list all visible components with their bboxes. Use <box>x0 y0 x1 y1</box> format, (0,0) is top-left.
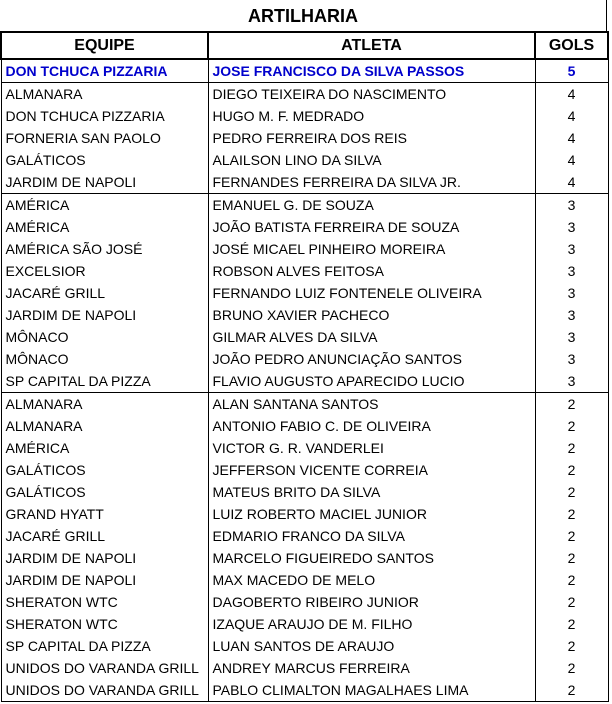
goals-cell: 2 <box>535 459 608 481</box>
goals-cell: 2 <box>535 525 608 547</box>
table-row <box>1 326 608 348</box>
athlete-cell: MARCELO FIGUEIREDO SANTOS <box>208 547 535 569</box>
goals-cell: 2 <box>535 547 608 569</box>
table-row <box>1 503 608 525</box>
team-cell: GALÁTICOS <box>1 481 208 503</box>
athlete-cell: ANDREY MARCUS FERREIRA <box>208 657 535 679</box>
team-cell: JARDIM DE NAPOLI <box>1 171 208 194</box>
table-row <box>1 348 608 370</box>
table-row <box>1 194 608 217</box>
team-cell: FORNERIA SAN PAOLO <box>1 127 208 149</box>
team-cell: ALMANARA <box>1 415 208 437</box>
goals-cell: 2 <box>535 481 608 503</box>
team-cell: DON TCHUCA PIZZARIA <box>1 59 208 83</box>
table-row <box>1 171 608 194</box>
athlete-cell: EDMARIO FRANCO DA SILVA <box>208 525 535 547</box>
team-cell: GRAND HYATT <box>1 503 208 525</box>
team-cell: SP CAPITAL DA PIZZA <box>1 635 208 657</box>
athlete-cell: MAX MACEDO DE MELO <box>208 569 535 591</box>
table-row <box>1 83 608 106</box>
athlete-cell: FLAVIO AUGUSTO APARECIDO LUCIO <box>208 370 535 393</box>
athlete-cell: MATEUS BRITO DA SILVA <box>208 481 535 503</box>
athlete-cell: ALAILSON LINO DA SILVA <box>208 149 535 171</box>
team-cell: SHERATON WTC <box>1 613 208 635</box>
athlete-cell: HUGO M. F. MEDRADO <box>208 105 535 127</box>
goals-cell: 5 <box>535 59 608 83</box>
column-header-gols: GOLS <box>535 32 608 59</box>
goals-cell: 3 <box>535 370 608 393</box>
header-row <box>1 32 608 59</box>
goals-cell: 3 <box>535 282 608 304</box>
table-row <box>1 127 608 149</box>
team-cell: SP CAPITAL DA PIZZA <box>1 370 208 393</box>
goals-cell: 2 <box>535 437 608 459</box>
athlete-cell: PEDRO FERREIRA DOS REIS <box>208 127 535 149</box>
team-cell: UNIDOS DO VARANDA GRILL <box>1 679 208 702</box>
goals-cell: 3 <box>535 260 608 282</box>
table-row <box>1 415 608 437</box>
team-cell: JARDIM DE NAPOLI <box>1 547 208 569</box>
table-row <box>1 304 608 326</box>
table-row <box>1 282 608 304</box>
team-cell: UNIDOS DO VARANDA GRILL <box>1 657 208 679</box>
goals-cell: 4 <box>535 149 608 171</box>
goals-cell: 2 <box>535 657 608 679</box>
page-title: ARTILHARIA <box>0 0 607 31</box>
goals-cell: 3 <box>535 216 608 238</box>
table-row <box>1 635 608 657</box>
goals-cell: 3 <box>535 348 608 370</box>
athlete-cell: DAGOBERTO RIBEIRO JUNIOR <box>208 591 535 613</box>
table-row <box>1 437 608 459</box>
table-row <box>1 481 608 503</box>
athlete-cell: JEFFERSON VICENTE CORREIA <box>208 459 535 481</box>
table-row <box>1 105 608 127</box>
table-row <box>1 679 608 702</box>
goals-cell: 2 <box>535 415 608 437</box>
table-row <box>1 216 608 238</box>
athlete-cell: LUIZ ROBERTO MACIEL JUNIOR <box>208 503 535 525</box>
athlete-cell: JOSÉ MICAEL PINHEIRO MOREIRA <box>208 238 535 260</box>
athlete-cell: IZAQUE ARAUJO DE M. FILHO <box>208 613 535 635</box>
team-cell: JACARÉ GRILL <box>1 282 208 304</box>
athlete-cell: LUAN SANTOS DE ARAUJO <box>208 635 535 657</box>
athlete-cell: JOÃO BATISTA FERREIRA DE SOUZA <box>208 216 535 238</box>
athlete-cell: FERNANDES FERREIRA DA SILVA JR. <box>208 171 535 194</box>
goals-cell: 2 <box>535 503 608 525</box>
team-cell: EXCELSIOR <box>1 260 208 282</box>
team-cell: SHERATON WTC <box>1 591 208 613</box>
team-cell: JARDIM DE NAPOLI <box>1 569 208 591</box>
table-row <box>1 525 608 547</box>
table-row <box>1 613 608 635</box>
goals-cell: 3 <box>535 194 608 217</box>
team-cell: GALÁTICOS <box>1 459 208 481</box>
table-row <box>1 657 608 679</box>
table-row <box>1 393 608 416</box>
goals-cell: 4 <box>535 171 608 194</box>
team-cell: ALMANARA <box>1 393 208 416</box>
goals-cell: 2 <box>535 635 608 657</box>
athlete-cell: FERNANDO LUIZ FONTENELE OLIVEIRA <box>208 282 535 304</box>
athlete-cell: JOÃO PEDRO ANUNCIAÇÃO SANTOS <box>208 348 535 370</box>
team-cell: MÔNACO <box>1 348 208 370</box>
team-cell: MÔNACO <box>1 326 208 348</box>
athlete-cell: BRUNO XAVIER PACHECO <box>208 304 535 326</box>
table-row <box>1 149 608 171</box>
athlete-cell: VICTOR G. R. VANDERLEI <box>208 437 535 459</box>
goals-cell: 3 <box>535 304 608 326</box>
table-row <box>1 370 608 393</box>
goals-cell: 4 <box>535 127 608 149</box>
top-scorers-table <box>0 31 609 702</box>
athlete-cell: EMANUEL G. DE SOUZA <box>208 194 535 217</box>
team-cell: AMÉRICA <box>1 194 208 217</box>
athlete-cell: JOSE FRANCISCO DA SILVA PASSOS <box>208 59 535 83</box>
team-cell: AMÉRICA <box>1 437 208 459</box>
athlete-cell: ALAN SANTANA SANTOS <box>208 393 535 416</box>
athlete-cell: GILMAR ALVES DA SILVA <box>208 326 535 348</box>
column-header-atleta: ATLETA <box>208 32 535 59</box>
team-cell: DON TCHUCA PIZZARIA <box>1 105 208 127</box>
table-row <box>1 260 608 282</box>
table-row <box>1 569 608 591</box>
team-cell: AMÉRICA <box>1 216 208 238</box>
table-body <box>1 59 608 702</box>
goals-cell: 3 <box>535 326 608 348</box>
athlete-cell: ROBSON ALVES FEITOSA <box>208 260 535 282</box>
goals-cell: 2 <box>535 679 608 702</box>
athlete-cell: DIEGO TEIXEIRA DO NASCIMENTO <box>208 83 535 106</box>
team-cell: JACARÉ GRILL <box>1 525 208 547</box>
athlete-cell: ANTONIO FABIO C. DE OLIVEIRA <box>208 415 535 437</box>
column-header-equipe: EQUIPE <box>1 32 208 59</box>
goals-cell: 4 <box>535 83 608 106</box>
team-cell: AMÉRICA SÃO JOSÉ <box>1 238 208 260</box>
team-cell: JARDIM DE NAPOLI <box>1 304 208 326</box>
table-row <box>1 591 608 613</box>
goals-cell: 3 <box>535 238 608 260</box>
goals-cell: 4 <box>535 105 608 127</box>
table-row <box>1 238 608 260</box>
goals-cell: 2 <box>535 591 608 613</box>
table-row <box>1 459 608 481</box>
goals-cell: 2 <box>535 613 608 635</box>
goals-cell: 2 <box>535 393 608 416</box>
table-row <box>1 547 608 569</box>
team-cell: GALÁTICOS <box>1 149 208 171</box>
table-row <box>1 59 608 83</box>
athlete-cell: PABLO CLIMALTON MAGALHAES LIMA <box>208 679 535 702</box>
goals-cell: 2 <box>535 569 608 591</box>
team-cell: ALMANARA <box>1 83 208 106</box>
